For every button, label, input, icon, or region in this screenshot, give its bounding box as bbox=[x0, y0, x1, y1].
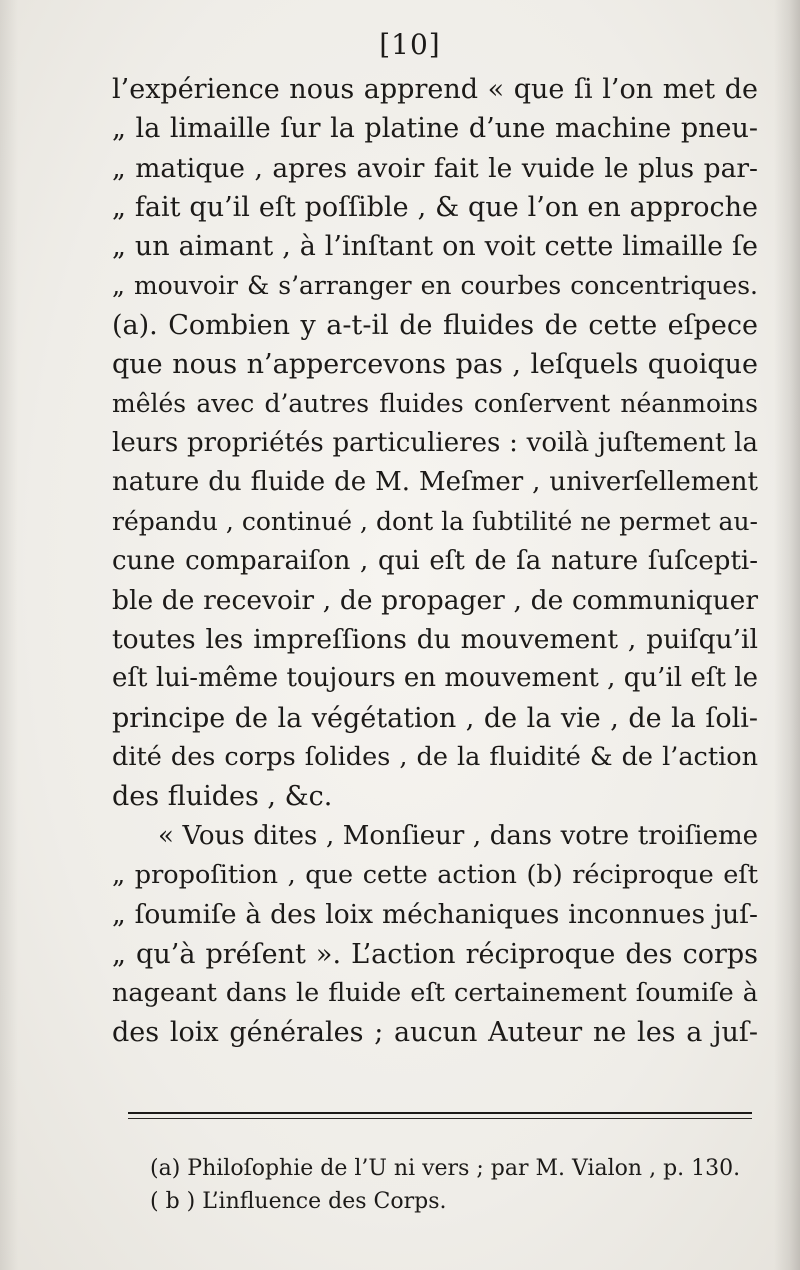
text-line: (a). Combien y a-t-il de fluides de cette eſpece bbox=[112, 309, 758, 341]
text-line: « Vous dites , Monſieur , dans votre troiſieme bbox=[158, 820, 758, 851]
text-line: des loix générales ; aucun Auteur ne les a juſ- bbox=[112, 1017, 758, 1049]
footnote-a: (a) Philoſophie de l’U ni vers ; par M. Vialon , p. 130. bbox=[150, 1156, 741, 1181]
footnote-b: ( b ) L’influence des Corps. bbox=[150, 1189, 447, 1214]
text-line: des fluides , &c. bbox=[112, 781, 333, 813]
body-text bbox=[112, 70, 758, 1052]
text-line: ble de recevoir , de propager , de communiquer bbox=[112, 584, 758, 616]
separator-rule-thick bbox=[128, 1112, 752, 1114]
text-line: eſt lui-même toujours en mouvement , qu’il eſt le bbox=[112, 663, 758, 694]
text-line: nature du fluide de M. Meſmer , univerſellement bbox=[112, 466, 758, 497]
separator-rule-thin bbox=[128, 1118, 752, 1119]
text-line: „ la limaille ſur la platine d’une machine pneu- bbox=[112, 113, 758, 145]
text-line: l’expérience nous apprend « que ſi l’on met de bbox=[112, 74, 758, 105]
page-number: [10] bbox=[379, 28, 441, 61]
text-line: „ ſoumiſe à des loix méchaniques inconnues juſ- bbox=[112, 899, 758, 931]
footnotes bbox=[150, 1152, 770, 1218]
text-line: „ fait qu’il eſt poſſible , & que l’on en approche bbox=[112, 191, 758, 223]
page-gutter-shadow bbox=[0, 0, 18, 1270]
text-line: „ mouvoir & s’arranger en courbes concentriques. bbox=[112, 271, 758, 301]
text-line: „ matique , apres avoir fait le vuide le plus par- bbox=[112, 152, 758, 184]
text-line: nageant dans le fluide eſt certainement ſoumiſe à bbox=[112, 977, 758, 1008]
text-line: dité des corps ſolides , de la fluidité & de l’action bbox=[112, 742, 758, 773]
text-line: que nous n’appercevons pas , leſquels quoique bbox=[112, 349, 758, 381]
footnote-separator bbox=[128, 1112, 752, 1119]
text-line: mêlés avec d’autres fluides conſervent néanmoins bbox=[112, 389, 758, 419]
text-line: leurs propriétés particulieres : voilà juſtement la bbox=[112, 427, 758, 458]
text-line: toutes les impreſſions du mouvement , puiſqu’il bbox=[112, 624, 758, 656]
text-line: „ un aimant , à l’inſtant on voit cette limaille ſe bbox=[112, 231, 758, 263]
text-line: répandu , continué , dont la ſubtilité ne permet au- bbox=[112, 507, 758, 537]
text-line: „ propoſition , que cette action (b) réciproque eſt bbox=[112, 859, 758, 890]
text-line: cune comparaiſon , qui eſt de ſa nature ſuſcepti- bbox=[112, 545, 758, 576]
text-line: „ qu’à préſent ». L’action réciproque des corps bbox=[112, 938, 758, 970]
page-edge-shadow bbox=[774, 0, 800, 1270]
text-line: principe de la végétation , de la vie , de la ſoli- bbox=[112, 702, 758, 734]
